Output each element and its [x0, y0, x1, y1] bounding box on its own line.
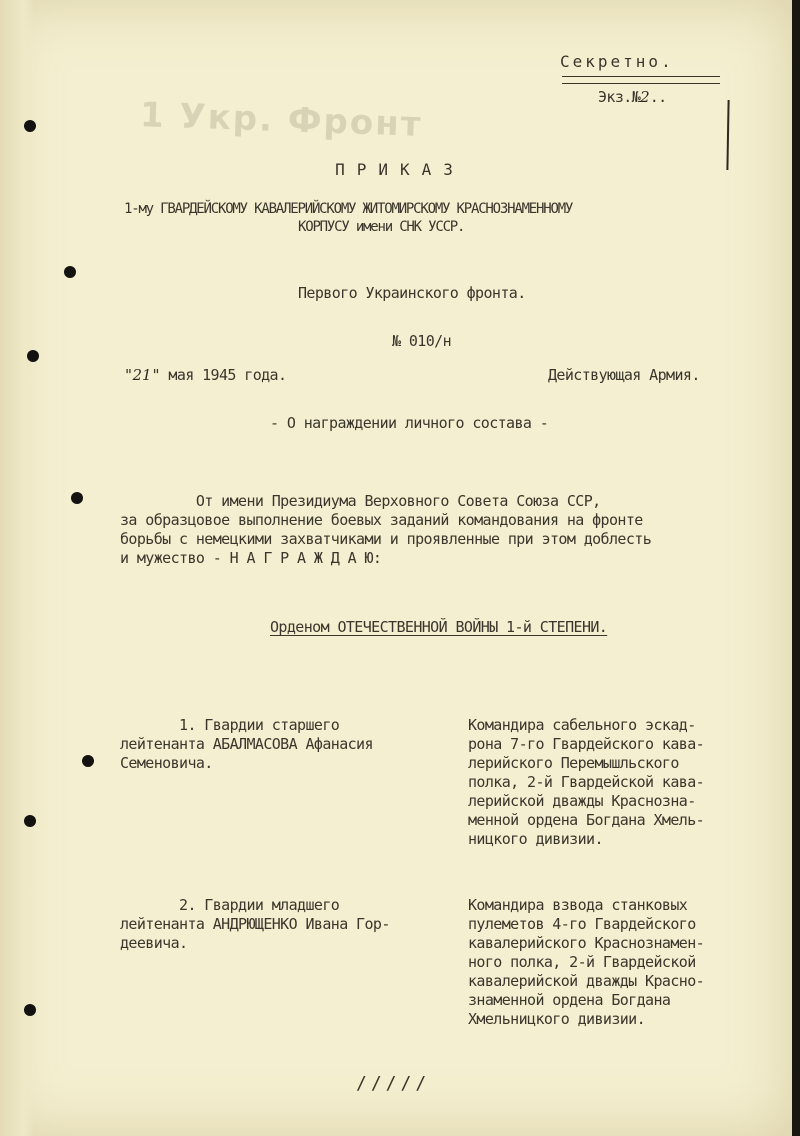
preamble-line: и мужество - Н А Г Р А Ж Д А Ю: — [120, 549, 382, 567]
entry-position-line: ницкого дивизии. — [468, 830, 603, 848]
binding-hole — [71, 492, 83, 504]
entry-position-line: лерийского Перемышльского — [468, 754, 679, 772]
order-date: "21" мая 1945 года. — [124, 366, 287, 384]
binding-hole — [24, 1004, 36, 1016]
award-heading: Орденом ОТЕЧЕСТВЕННОЙ ВОЙНЫ 1-й СТЕПЕНИ. — [270, 618, 608, 636]
entry-position-line: лерийской дважды Краснозна- — [468, 792, 696, 810]
binding-hole — [27, 350, 39, 362]
entry-position-line: кавалерийского Краснознамен- — [468, 934, 705, 952]
copy-number-handwritten: 2 — [640, 88, 650, 106]
entry-position-line: пулеметов 4-го Гвардейского — [468, 915, 696, 933]
entry-position-line: Командира взвода станковых — [468, 896, 688, 914]
entry-position-line: рона 7-го Гвардейского кава- — [468, 735, 705, 753]
order-recipient-line2: КОРПУСУ имени СНК УССР. — [298, 219, 465, 235]
order-title: ПРИКАЗ — [335, 160, 465, 179]
preamble-line: От имени Президиума Верховного Совета Союза ССР, — [120, 492, 601, 510]
entry-position-line: Командира сабельного эскад- — [468, 716, 696, 734]
secret-underline — [562, 76, 720, 84]
entry-position-line: менной ордена Богдана Хмель- — [468, 811, 705, 829]
entry-name-line: Семеновича. — [120, 754, 213, 772]
footer-marks: ///// — [356, 1073, 431, 1094]
binding-hole — [82, 755, 94, 767]
order-recipient-line1: 1-му ГВАРДЕЙСКОМУ КАВАЛЕРИЙСКОМУ ЖИТОМИРСКОМУ КРАСНОЗНАМЕННОМУ — [124, 201, 573, 217]
preamble-line: борьбы с немецкими захватчиками и проявленные при этом доблесть — [120, 530, 652, 548]
copy-number: Экз.№2.. — [598, 88, 667, 106]
entry-position-line: ного полка, 2-й Гвардейской — [468, 953, 696, 971]
secret-label: Секретно. — [560, 52, 674, 71]
entry-position-line: Хмельницкого дивизии. — [468, 1010, 646, 1028]
entry-position-line: кавалерийской дважды Красно- — [468, 972, 705, 990]
binding-hole — [24, 815, 36, 827]
order-number: № 010/н — [392, 332, 452, 350]
entry-name-line: 1. Гвардии старшего — [120, 716, 340, 734]
faded-stamp: 1 Укр. Фронт — [139, 95, 424, 145]
entry-name-line: лейтенанта АБАЛМАСОВА Афанасия — [120, 735, 373, 753]
location: Действующая Армия. — [548, 366, 700, 384]
binding-hole — [24, 120, 36, 132]
entry-position-line: знаменной ордена Богдана — [468, 991, 671, 1009]
order-date-day: 21 — [132, 366, 152, 384]
entry-name-line: 2. Гвардии младшего — [120, 896, 340, 914]
order-subject: - О награждении личного состава - — [270, 414, 549, 432]
binding-hole — [64, 266, 76, 278]
preamble-line: за образцовое выполнение боевых заданий командования на фронте — [120, 511, 643, 529]
entry-name-line: лейтенанта АНДРЮЩЕНКО Ивана Гор- — [120, 915, 390, 933]
entry-position-line: полка, 2-й Гвардейской кава- — [468, 773, 705, 791]
front-name: Первого Украинского фронта. — [298, 284, 526, 302]
entry-name-line: деевича. — [120, 934, 188, 952]
